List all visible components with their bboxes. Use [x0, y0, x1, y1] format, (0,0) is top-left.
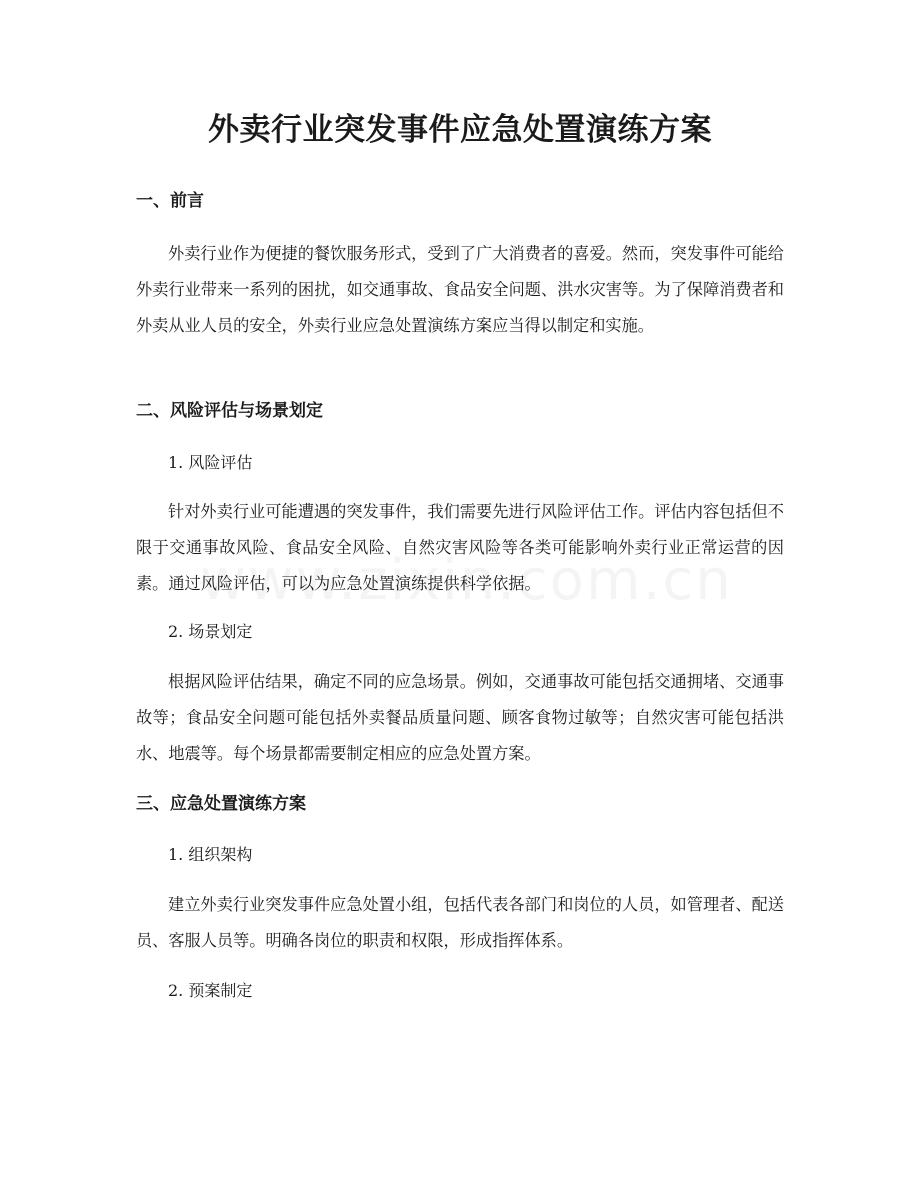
subheading-scenario: 2. 场景划定 [168, 622, 253, 641]
subheading-plan: 2. 预案制定 [168, 981, 253, 1000]
page-title: 外卖行业突发事件应急处置演练方案 [208, 112, 712, 148]
paragraph-scenario: 根据风险评估结果，确定不同的应急场景。例如，交通事故可能包括交通拥堵、交通事故等；食品安全问题可能包括外卖餐品质量问题、顾客食物过敏等；自然灾害可能包括洪水、地震等。每个场景都需要制定相应的应急处置方案。 [136, 672, 784, 763]
paragraph-risk-assessment: 针对外卖行业可能遭遇的突发事件，我们需要先进行风险评估工作。评估内容包括但不限于交通事故风险、食品安全风险、自然灾害风险等各类可能影响外卖行业正常运营的因素。通过风险评估，可以为应急处置演练提供科学依据。 [136, 502, 784, 593]
section-heading-preface: 一、前言 [136, 191, 204, 211]
section-heading-drill: 三、应急处置演练方案 [136, 794, 306, 814]
subheading-organization: 1. 组织架构 [168, 845, 253, 864]
paragraph-preface: 外卖行业作为便捷的餐饮服务形式，受到了广大消费者的喜爱。然而，突发事件可能给外卖行业带来一系列的困扰，如交通事故、食品安全问题、洪水灾害等。为了保障消费者和外卖从业人员的安全，外卖行业应急处置演练方案应当得以制定和实施。 [136, 244, 784, 335]
paragraph-organization: 建立外卖行业突发事件应急处置小组，包括代表各部门和岗位的人员，如管理者、配送员、客服人员等。明确各岗位的职责和权限，形成指挥体系。 [136, 895, 784, 950]
subheading-risk-assessment: 1. 风险评估 [168, 453, 253, 472]
section-heading-risk: 二、风险评估与场景划定 [136, 401, 323, 421]
